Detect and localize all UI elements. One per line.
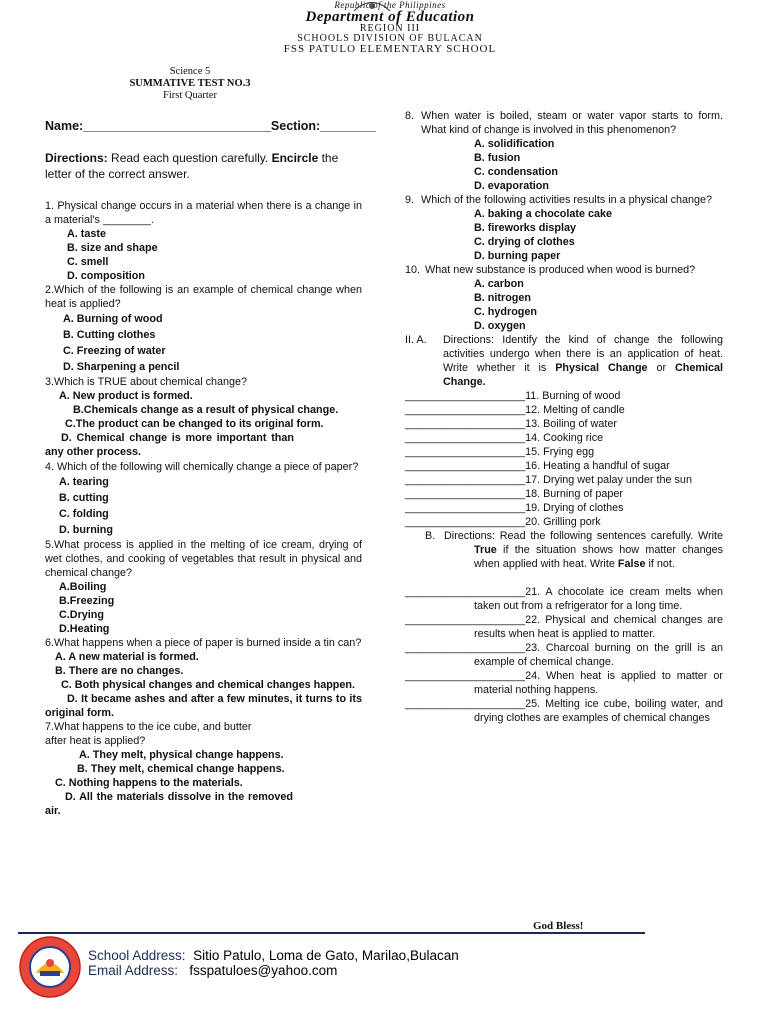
q1-option-d[interactable]: D. composition	[67, 270, 145, 282]
q3-option-a[interactable]: A. New product is formed.	[59, 390, 193, 402]
q5-option-c[interactable]: C.Drying	[59, 609, 104, 621]
part-a-number: II. A.	[405, 334, 427, 346]
q9-option-b[interactable]: B. fireworks display	[474, 222, 577, 234]
email-address-value[interactable]: fsspatuloes@yahoo.com	[189, 963, 338, 978]
item-15[interactable]: ____________________15. Frying egg	[405, 446, 595, 458]
part-a-directions	[405, 333, 723, 389]
q10-option-d[interactable]: D. oxygen	[474, 320, 526, 332]
q8-option-a[interactable]: A. solidification	[474, 138, 555, 150]
q9-option-a[interactable]: A. baking a chocolate cake	[474, 208, 613, 220]
question-9-number: 9.	[405, 194, 415, 206]
directions-text-2: the letter of the correct answer.	[45, 151, 339, 181]
q8-option-d[interactable]: D. evaporation	[474, 180, 549, 192]
item-24[interactable]: ____________________24. When heat is applied to matter or material nothing happens.	[405, 670, 723, 696]
part-a-body	[443, 333, 723, 389]
part-b-text-3: if not.	[645, 558, 675, 570]
question-1: 1. Physical change occurs in a material when there is a change in a material's ________.	[45, 200, 362, 226]
left-column	[45, 199, 362, 818]
item-16[interactable]: ____________________16. Heating a handful of sugar	[405, 460, 670, 472]
directions-label: Directions:	[45, 151, 108, 165]
q3-option-c[interactable]: C.The product can be changed to its original form.	[65, 418, 324, 430]
q8-option-b[interactable]: B. fusion	[474, 152, 521, 164]
question-3: 3.Which is TRUE about chemical change?	[45, 376, 248, 388]
directions-encircle: Encircle	[271, 151, 319, 165]
part-b-text-2: if the situation shows how matter changes when applied with heat. Write	[474, 544, 723, 570]
item-19[interactable]: ____________________19. Drying of clothes	[405, 502, 624, 514]
question-8	[405, 109, 723, 137]
q10-option-a[interactable]: A. carbon	[474, 278, 524, 290]
directions-text-1: Read each question carefully.	[107, 151, 272, 165]
test-title	[100, 66, 280, 102]
item-23[interactable]: ____________________23. Charcoal burning on the grill is an example of chemical change.	[405, 642, 723, 668]
question-5: 5.What process is applied in the melting of ice cream, drying of wet clothes, and cooking of vegetables that result in physical and chemical change?	[45, 539, 362, 579]
q3-option-d[interactable]: D. Chemical change is more important than any other process.	[45, 432, 294, 458]
footer-divider	[18, 932, 645, 934]
part-b-true: True	[474, 544, 497, 556]
question-8-text	[421, 109, 723, 137]
q7-option-a[interactable]: A. They melt, physical change happens.	[79, 749, 284, 761]
q7-option-d[interactable]: D. All the materials dissolve in the removed air.	[45, 791, 293, 817]
part-a-text: Directions: Identify the kind of change the following activities undergo when there is an application of heat. Write whether it is	[443, 334, 723, 374]
closing-text: God Bless!	[533, 920, 584, 932]
q4-option-a[interactable]: A. tearing	[59, 476, 109, 488]
q2-option-c[interactable]: C. Freezing of water	[63, 345, 166, 357]
item-12[interactable]: ____________________12. Melting of candle	[405, 404, 625, 416]
q5-option-d[interactable]: D.Heating	[59, 623, 110, 635]
part-b-number: B.	[425, 530, 436, 542]
q6-option-b[interactable]: B. There are no changes.	[55, 665, 184, 677]
school-line: FSS PATULO ELEMENTARY SCHOOL	[283, 43, 497, 55]
q2-option-b[interactable]: B. Cutting clothes	[63, 329, 156, 341]
region-line: REGION III	[359, 23, 421, 34]
name-section-field[interactable]: Name:___________________________Section:________	[45, 119, 376, 133]
question-4: 4. Which of the following will chemically change a piece of paper?	[45, 461, 359, 473]
q10-option-b[interactable]: B. nitrogen	[474, 292, 531, 304]
question-10-number: 10.	[405, 264, 421, 276]
q1-option-a[interactable]: A. taste	[67, 228, 107, 240]
item-11[interactable]: ____________________11. Burning of wood	[405, 390, 621, 402]
part-a-option-1: Physical Change	[555, 362, 648, 374]
footer-addresses	[88, 948, 459, 978]
part-b-text-1: Directions: Read the following sentences carefully. Write	[444, 530, 723, 542]
q10-option-c[interactable]: C. hydrogen	[474, 306, 537, 318]
item-22[interactable]: ____________________22. Physical and chemical changes are results when heat is applied to matter.	[405, 614, 723, 640]
q9-option-c[interactable]: C. drying of clothes	[474, 236, 575, 248]
item-21[interactable]: ____________________21. A chocolate ice cream melts when taken out from a refrigerator for a long time.	[405, 586, 723, 612]
q9-option-d[interactable]: D. burning paper	[474, 250, 561, 262]
letterhead	[220, 0, 560, 55]
question-7-line-1: 7.What happens to the ice cube, and butter	[45, 721, 252, 733]
part-b-directions	[405, 529, 723, 571]
q7-option-b[interactable]: B. They melt, chemical change happens.	[77, 763, 285, 775]
item-25[interactable]: ____________________25. Melting ice cube, boiling water, and drying clothes are examples of chemical changes	[405, 698, 723, 724]
email-address-row	[88, 963, 459, 978]
q6-option-d[interactable]: D. It became ashes and after a few minutes, it turns to its original form.	[45, 693, 362, 719]
q6-option-a[interactable]: A. A new material is formed.	[55, 651, 199, 663]
test-name: SUMMATIVE TEST NO.3	[129, 78, 251, 89]
email-address-label: Email Address:	[88, 963, 179, 978]
q3-option-b[interactable]: B.Chemicals change as a result of physical change.	[73, 404, 339, 416]
question-2: 2.Which of the following is an example of chemical change when heat is applied?	[45, 284, 362, 310]
item-18[interactable]: ____________________18. Burning of paper	[405, 488, 623, 500]
question-7-line-2: after heat is applied?	[45, 735, 146, 747]
subject: Science 5	[169, 66, 211, 77]
q6-option-c[interactable]: C. Both physical changes and chemical changes happen.	[61, 679, 355, 691]
q5-option-a[interactable]: A.Boiling	[59, 581, 107, 593]
q4-option-c[interactable]: C. folding	[59, 508, 109, 520]
item-13[interactable]: ____________________13. Boiling of water	[405, 418, 617, 430]
item-14[interactable]: ____________________14. Cooking rice	[405, 432, 604, 444]
q2-option-a[interactable]: A. Burning of wood	[63, 313, 163, 325]
q2-option-d[interactable]: D. Sharpening a pencil	[63, 361, 180, 373]
q4-option-b[interactable]: B. cutting	[59, 492, 109, 504]
item-20[interactable]: ____________________20. Grilling pork	[405, 516, 601, 528]
question-8-number: 8.	[405, 110, 415, 122]
question-9	[405, 193, 723, 207]
school-address-label: School Address:	[88, 948, 186, 963]
quarter: First Quarter	[163, 90, 217, 101]
part-a-or: or	[647, 362, 675, 374]
q4-option-d[interactable]: D. burning	[59, 524, 113, 536]
question-6: 6.What happens when a piece of paper is burned inside a tin can?	[45, 637, 362, 649]
school-logo-icon	[18, 935, 82, 999]
question-10	[405, 263, 723, 277]
right-column	[405, 109, 723, 725]
republic-line: Republic of the Philippines	[334, 0, 446, 10]
part-a-option-2: Chemical Change.	[443, 362, 723, 388]
question-9-body: Which of the following activities results in a physical change?	[421, 194, 713, 206]
part-b-body	[444, 529, 723, 571]
question-10-body: What new substance is produced when wood is burned?	[425, 264, 696, 276]
q1-option-c[interactable]: C. smell	[67, 256, 109, 268]
q7-option-c[interactable]: C. Nothing happens to the materials.	[55, 777, 243, 789]
department-line: Department of Education	[305, 9, 475, 25]
school-address-value: Sitio Patulo, Loma de Gato, Marilao,Bulacan	[193, 948, 459, 963]
q5-option-b[interactable]: B.Freezing	[59, 595, 115, 607]
school-address-row	[88, 948, 459, 963]
directions	[45, 150, 365, 182]
item-17[interactable]: ____________________17. Drying wet palay under the sun	[405, 474, 692, 486]
question-8-body: When water is boiled, steam or water vapor starts to form. What kind of change is involved in this phenomenon?	[421, 110, 723, 136]
division-line: SCHOOLS DIVISION OF BULACAN	[297, 33, 483, 44]
part-b-false: False	[617, 558, 646, 570]
q8-option-c[interactable]: C. condensation	[474, 166, 558, 178]
q1-option-b[interactable]: B. size and shape	[67, 242, 158, 254]
